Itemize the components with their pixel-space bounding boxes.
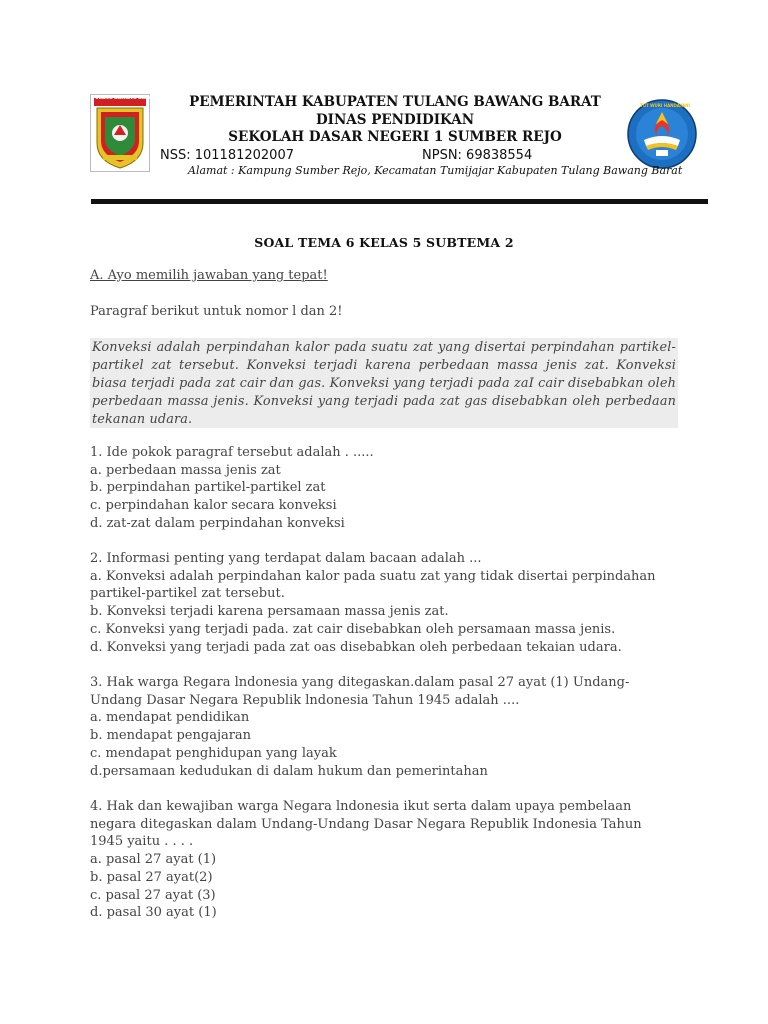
answer-option: a. mendapat pendidikan bbox=[90, 710, 250, 726]
regency-emblem-logo bbox=[90, 94, 155, 172]
answer-option: a. Konveksi adalah perpindahan kalor pada suatu zat yang tidak disertai perpindahan partikel-partikel zat tersebut. bbox=[90, 568, 656, 602]
header-school-name: SEKOLAH DASAR NEGERI 1 SUMBER REJO bbox=[228, 129, 562, 145]
answer-option: b. Konveksi terjadi karena persamaan massa jenis zat. bbox=[90, 604, 449, 620]
answer-option: a. pasal 27 ayat (1) bbox=[90, 852, 217, 868]
answer-option: a. perbedaan massa jenis zat bbox=[90, 462, 281, 478]
question-3 bbox=[90, 674, 680, 780]
question-stem: 4. Hak dan kewajiban warga Negara lndonesia ikut serta dalam upaya pembelaan negara ditegaskan dalam Undang-Undang Dasar Negara Republik Indonesia Tahun 1945 yaitu . . . . bbox=[90, 799, 642, 850]
exam-title: SOAL TEMA 6 KELAS 5 SUBTEMA 2 bbox=[254, 235, 514, 250]
section-a-heading: A. Ayo memilih jawaban yang tepat! bbox=[90, 268, 328, 283]
answer-option: b. pasal 27 ayat(2) bbox=[90, 869, 213, 885]
answer-option: b. mendapat pengajaran bbox=[90, 728, 252, 744]
question-stem: 1. Ide pokok paragraf tersebut adalah . ..... bbox=[90, 445, 374, 460]
header-divider bbox=[91, 199, 708, 204]
header-government: PEMERINTAH KABUPATEN TULANG BAWANG BARAT bbox=[189, 94, 601, 110]
question-4 bbox=[90, 798, 680, 922]
answer-option: c. mendapat penghidupan yang layak bbox=[90, 745, 337, 761]
school-address: Alamat : Kampung Sumber Rejo, Kecamatan Tumijajar Kabupaten Tulang Bawang Barat bbox=[188, 164, 683, 177]
answer-option: d. Konveksi yang terjadi pada zat oas disebabkan oleh perbedaan tekaian udara. bbox=[90, 639, 622, 655]
answer-option: d. zat-zat dalam perpindahan konveksi bbox=[90, 515, 345, 531]
reading-paragraph: Konveksi adalah perpindahan kalor pada suatu zat yang disertai perpindahan partikel-partikel zat tersebut. Konveksi terjadi karena perbedaan massa jenis zat. Konveksi biasa terjadi pada zat cair dan gas. Konveksi yang terjadi pada zaI cair disebabkan oleh perbedaan massa jenis. Konveksi yang terjadi pada zat gas disebabkan oleh perbedaan tekanan udara. bbox=[92, 340, 676, 427]
answer-option: d.persamaan kedudukan di dalam hukum dan pemerintahan bbox=[90, 763, 488, 779]
right-logo-text: TUT WURI HANDAYANI bbox=[640, 103, 690, 108]
question-1 bbox=[90, 444, 680, 533]
answer-option: c. Konveksi yang terjadi pada. zat cair disebabkan oleh persamaan massa jenis. bbox=[90, 621, 616, 637]
question-2 bbox=[90, 550, 680, 656]
school-npsn: NPSN: 69838554 bbox=[422, 148, 533, 163]
header-department: DINAS PENDIDIKAN bbox=[315, 112, 475, 128]
question-stem: 2. Informasi penting yang terdapat dalam bacaan adalah ... bbox=[90, 551, 482, 566]
question-stem: 3. Hak warga Regara lndonesia yang ditegaskan.dalam pasal 27 ayat (1) Undang-Undang Dasar Negara Republik lndonesia Tahun 1945 adalah .... bbox=[90, 675, 630, 708]
answer-option: c. pasal 27 ayat (3) bbox=[90, 887, 216, 903]
school-nss: NSS: 101181202007 bbox=[160, 148, 294, 163]
paragraph-intro: Paragraf berikut untuk nomor l dan 2! bbox=[90, 304, 343, 319]
answer-option: c. perpindahan kalor secara konveksi bbox=[90, 498, 337, 514]
left-logo-text: TULANG BAWANG BARAT bbox=[92, 96, 155, 101]
answer-option: b. perpindahan partikel-partikel zat bbox=[90, 480, 326, 496]
answer-option: d. pasal 30 ayat (1) bbox=[90, 905, 217, 921]
